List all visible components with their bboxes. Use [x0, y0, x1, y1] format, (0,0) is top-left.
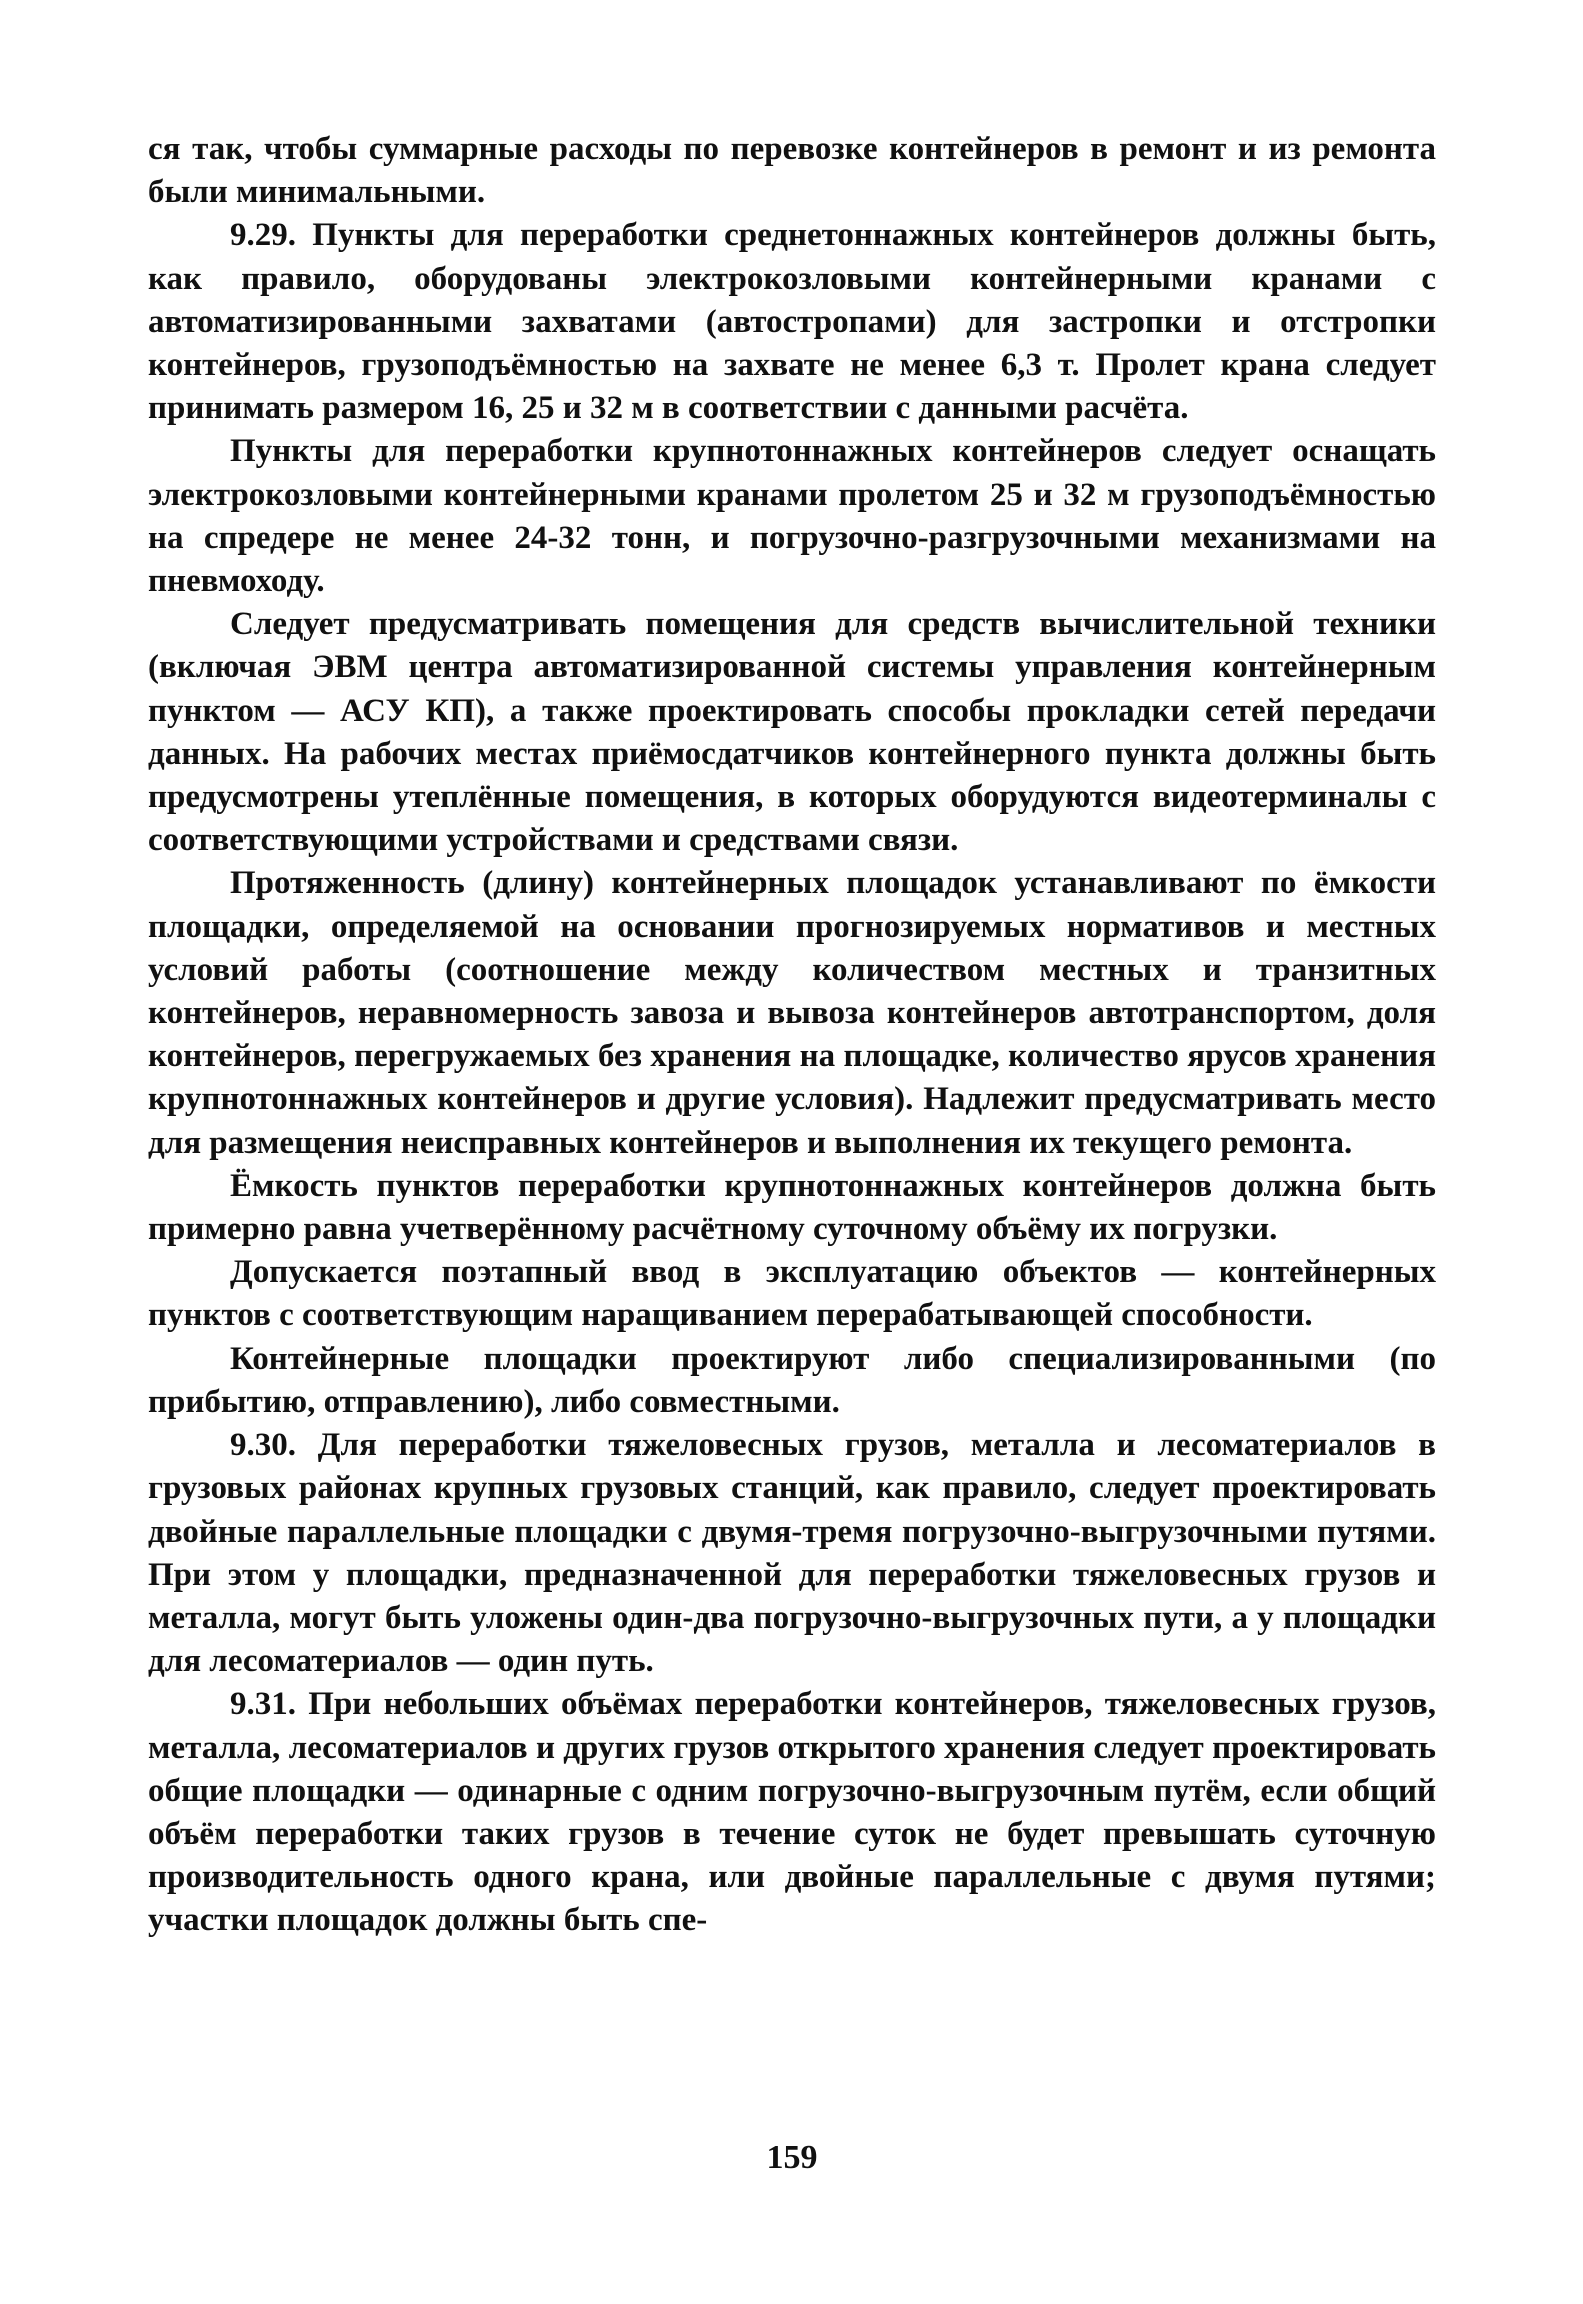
- paragraph-9-31: 9.31. При небольших объёмах переработки контейнеров, тяжеловесных грузов, металла, лесоматериалов и других грузов открытого хранения следует проектировать общие площадки — одинарные с одним погрузочно-выгрузочным путём, если общий объём переработки таких грузов в течение суток не будет превышать суточную производительность одного крана, или двойные параллельные с двумя путями; участки площадок должны быть спе-: [148, 1686, 1436, 1939]
- paragraph-large-containers: Пункты для переработки крупнотоннажных контейнеров следует оснащать электрокозловыми контейнерными кранами пролетом 25 и 32 м грузоподъёмностью на спредере не менее 24-32 тонн, и погрузочно-разгрузочными механизмами на пневмоходу.: [148, 433, 1436, 600]
- paragraph-9-30: 9.30. Для переработки тяжеловесных грузов, металла и лесоматериалов в грузовых районах крупных грузовых станций, как правило, следует проектировать двойные параллельные площадки с двумя-тремя погрузочно-выгрузочными путями. При этом у площадки, предназначенной для переработки тяжеловесных грузов и металла, могут быть уложены один-два погрузочно-выгрузочных пути, а у площадки для лесоматериалов — один путь.: [148, 1427, 1436, 1680]
- paragraph-computing-rooms: Следует предусматривать помещения для средств вычислительной техники (включая ЭВМ центра автоматизированной системы управления контейнерным пунктом — АСУ КП), а также проектировать способы прокладки сетей передачи данных. На рабочих местах приёмосдатчиков контейнерного пункта должны быть предусмотрены утеплённые помещения, в которых оборудуются видеотерминалы с соответствующими устройствами и средствами связи.: [148, 606, 1436, 859]
- document-page: [148, 128, 1436, 2288]
- paragraph-continuation: ся так, чтобы суммарные расходы по перевозке контейнеров в ремонт и из ремонта были минимальными.: [148, 131, 1436, 211]
- page-number: 159: [766, 2139, 818, 2176]
- paragraph-phased-commissioning: Допускается поэтапный ввод в эксплуатацию объектов — контейнерных пунктов с соответствующим наращиванием перерабатывающей способности.: [148, 1254, 1436, 1334]
- paragraph-9-29: 9.29. Пункты для переработки среднетоннажных контейнеров должны быть, как правило, оборудованы электрокозловыми контейнерными кранами с автоматизированными захватами (автостропами) для застропки и отстропки контейнеров, грузоподъёмностью на захвате не менее 6,3 т. Пролет крана следует принимать размером 16, 25 и 32 м в соответствии с данными расчёта.: [148, 217, 1436, 427]
- paragraph-platform-length: Протяженность (длину) контейнерных площадок устанавливают по ёмкости площадки, определяемой на основании прогнозируемых нормативов и местных условий работы (соотношение между количеством местных и транзитных контейнеров, неравномерность завоза и вывоза контейнеров автотранспортом, доля контейнеров, перегружаемых без хранения на площадке, количество ярусов хранения крупнотоннажных контейнеров и другие условия). Надлежит предусматривать место для размещения неисправных контейнеров и выполнения их текущего ремонта.: [148, 865, 1436, 1161]
- paragraph-capacity: Ёмкость пунктов переработки крупнотоннажных контейнеров должна быть примерно равна учетверённому расчётному суточному объёму их погрузки.: [148, 1167, 1436, 1248]
- paragraph-platform-types: Контейнерные площадки проектируют либо специализированными (по прибытию, отправлению), либо совместными.: [148, 1340, 1436, 1420]
